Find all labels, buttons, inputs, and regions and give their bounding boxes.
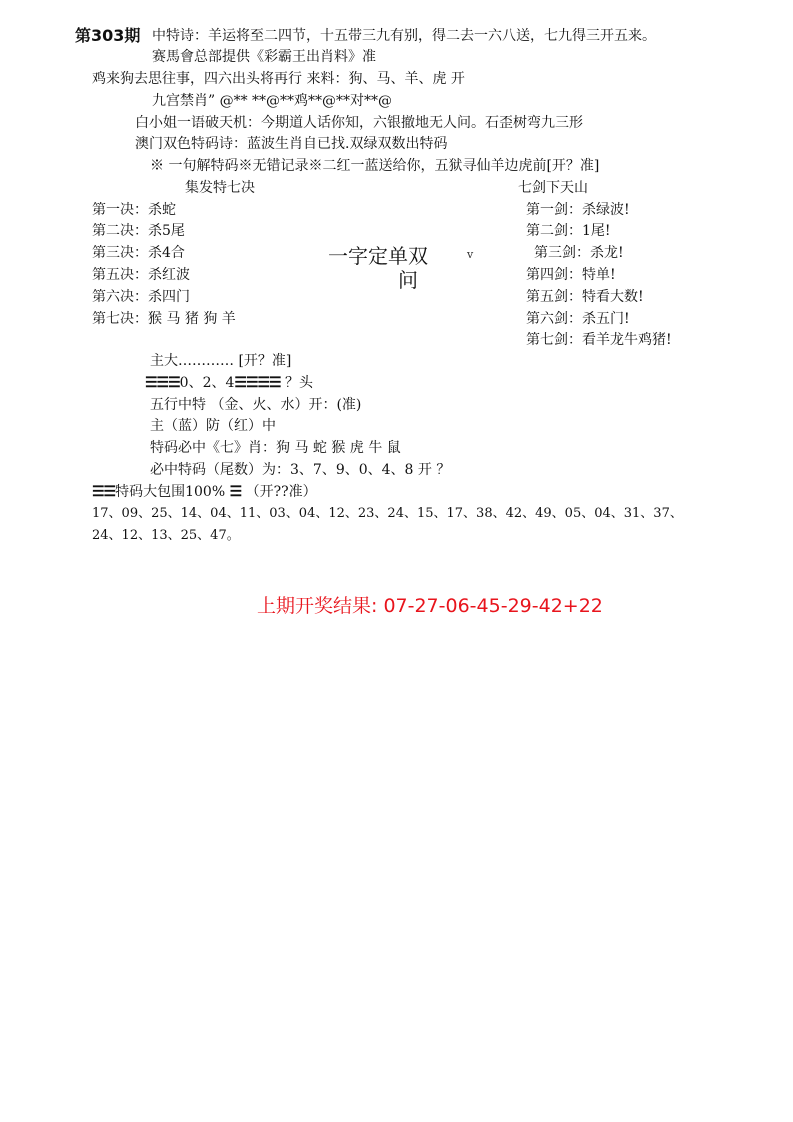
right-section-title: 七剑下天山	[518, 180, 588, 196]
right-item: 第七剑：看羊龙牛鸡猪!	[526, 332, 672, 348]
issue-number: 第303期	[75, 26, 141, 45]
tail-line: 必中特码（尾数）为：3、7、9、0、4、8 开 ？	[150, 462, 451, 478]
head-line	[145, 374, 313, 392]
center-subtitle: 问	[398, 268, 418, 292]
right-item: 第二剑：1尾!	[526, 223, 611, 239]
left-item: 第三决：杀4合	[92, 245, 185, 261]
bars-icon: ☰	[229, 484, 242, 500]
main-big-line: 主大………… [开？准]	[150, 353, 292, 369]
bars-icon: ☰☰☰	[145, 375, 180, 391]
package-text: 特码大包围100%	[115, 484, 226, 500]
numbers-line: 17、09、25、14、04、11、03、04、12、23、24、15、17、38、42、49、05、04、31、37、	[92, 506, 683, 521]
bars-icon: ☰☰	[92, 484, 116, 500]
numbers-line: 24、12、13、25、47。	[92, 528, 240, 543]
center-title: 一字定单双	[328, 244, 428, 268]
package-suffix: （开??准）	[245, 484, 317, 500]
last-result: 上期开奖结果: 07-27-06-45-29-42+22	[257, 595, 603, 617]
left-item: 第五决：杀红波	[92, 267, 190, 283]
right-item: 第三剑：杀龙!	[534, 245, 624, 261]
macau-poem-line: 澳门双色特码诗：蓝波生肖自已找.双绿双数出特码	[135, 136, 448, 152]
right-item: 第一剑：杀绿波!	[526, 202, 630, 218]
right-item: 第四剑：特单!	[526, 267, 616, 283]
right-item: 第五剑：特看大数!	[526, 289, 644, 305]
miss-bai-line: 白小姐一语破天机：今期道人话你知，六银撤地无人问。石歪树弯九三形	[135, 115, 583, 131]
head-suffix: ？头	[285, 375, 314, 391]
source-line: 赛馬會总部提供《彩霸王出肖料》准	[152, 49, 376, 65]
bars-icon: ☰☰☰☰	[234, 375, 281, 391]
special-poem: 中特诗：羊运将至二四节，十五带三九有别，得二去一六八送，七九得三开五来。	[152, 28, 656, 44]
left-item: 第一决：杀蛇	[92, 202, 176, 218]
one-sentence-line: ※ 一句解特码※无错记录※二红一蓝送给你，五狱寻仙羊边虎前[开？准]	[150, 158, 600, 174]
left-item: 第七决：猴 马 猪 狗 羊	[92, 311, 236, 327]
right-item: 第六剑：杀五门!	[526, 311, 630, 327]
package-line	[92, 483, 317, 501]
head-numbers: 0、2、4	[179, 375, 235, 391]
riddle-line: 鸡来狗去思往事，四六出头将再行 来料：狗、马、羊、虎 开	[92, 71, 465, 87]
left-item: 第二决：杀5尾	[92, 223, 185, 239]
center-mark: v	[467, 248, 474, 261]
seven-zodiac-line: 特码必中《七》肖：狗 马 蛇 猴 虎 牛 鼠	[150, 440, 401, 456]
color-line: 主（蓝）防（红）中	[150, 418, 276, 434]
left-item: 第六决：杀四门	[92, 289, 190, 305]
forbidden-zodiac-line: 九宫禁肖” @** **@**鸡**@**对**@	[152, 93, 393, 109]
five-elements-line: 五行中特 （金、火、水）开：(准)	[150, 397, 362, 413]
left-section-title: 集发特七决	[185, 180, 255, 196]
